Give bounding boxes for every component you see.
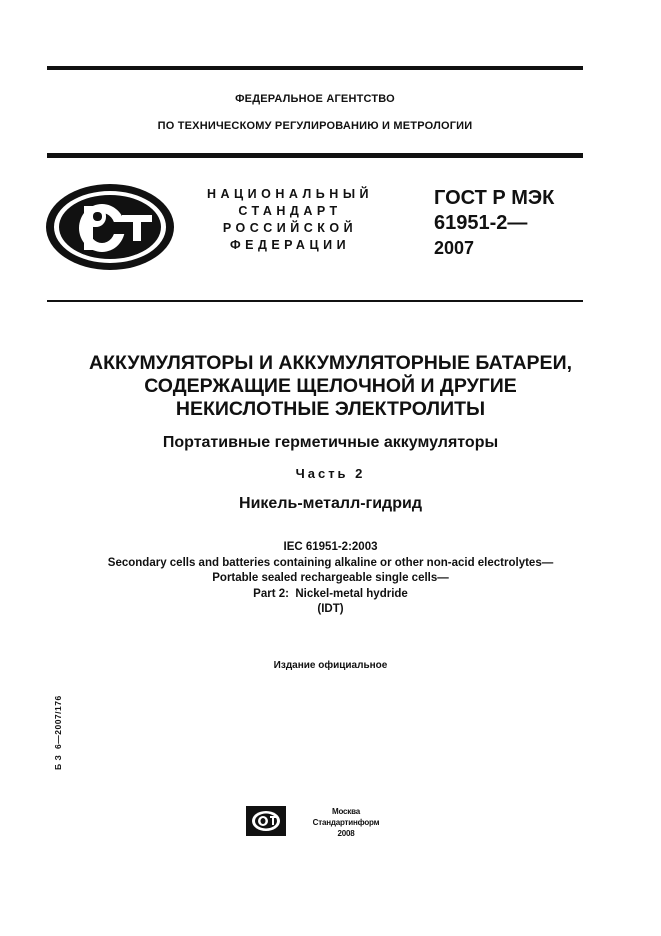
side-code: Б З 6—2007/176 bbox=[53, 695, 63, 770]
gost-year: 2007 bbox=[434, 238, 475, 258]
gost-line-2: 61951-2— bbox=[434, 212, 528, 234]
edition-label: Издание официальное bbox=[273, 660, 388, 671]
part-subject: Никель-металл-гидрид bbox=[239, 495, 422, 512]
national-line-1: НАЦИОНАЛЬНЫЙ bbox=[206, 187, 374, 201]
iec-line-1: IEC 61951-2:2003 bbox=[283, 541, 378, 553]
document-title bbox=[20, 352, 641, 421]
national-line-4: ФЕДЕРАЦИИ bbox=[229, 238, 351, 252]
iec-line-5: (IDT) bbox=[317, 603, 344, 615]
gost-designation bbox=[434, 186, 554, 261]
publisher-info bbox=[296, 806, 396, 839]
iec-line-2: Secondary cells and batteries containing alkaline or other non-acid electrolytes— bbox=[107, 556, 554, 569]
standard-rule bbox=[47, 300, 583, 302]
standartinform-logo-icon bbox=[246, 806, 286, 836]
part-label: Часть 2 bbox=[295, 466, 366, 481]
gost-line-1: ГОСТ Р МЭК bbox=[434, 187, 555, 209]
iec-line-3: Portable sealed rechargeable single cells— bbox=[212, 572, 449, 584]
publisher-city: Москва bbox=[332, 807, 360, 816]
agency-line-2: ПО ТЕХНИЧЕСКОМУ РЕГУЛИРОВАНИЮ И МЕТРОЛОГИИ bbox=[157, 120, 473, 132]
rst-emblem-icon bbox=[44, 182, 176, 272]
title-line-1: АККУМУЛЯТОРЫ И АККУМУЛЯТОРНЫЕ БАТАРЕИ, bbox=[89, 352, 572, 374]
top-rule bbox=[47, 66, 583, 70]
header-rule bbox=[47, 153, 583, 158]
national-line-3: РОССИЙСКОЙ bbox=[222, 221, 358, 235]
title-line-3: НЕКИСЛОТНЫЕ ЭЛЕКТРОЛИТЫ bbox=[175, 398, 486, 420]
iec-line-4: Part 2: Nickel-metal hydride bbox=[253, 587, 408, 600]
document-subtitle: Портативные герметичные аккумуляторы bbox=[162, 434, 499, 451]
agency-line-1: ФЕДЕРАЛЬНОЕ АГЕНТСТВО bbox=[235, 93, 395, 105]
title-line-2: СОДЕРЖАЩИЕ ЩЕЛОЧНОЙ И ДРУГИЕ bbox=[144, 375, 517, 397]
publisher-name: Стандартинформ bbox=[312, 818, 380, 827]
iec-reference bbox=[20, 540, 641, 618]
national-standard-label bbox=[200, 186, 380, 254]
national-line-2: СТАНДАРТ bbox=[238, 204, 342, 218]
publisher-year: 2008 bbox=[337, 829, 355, 838]
